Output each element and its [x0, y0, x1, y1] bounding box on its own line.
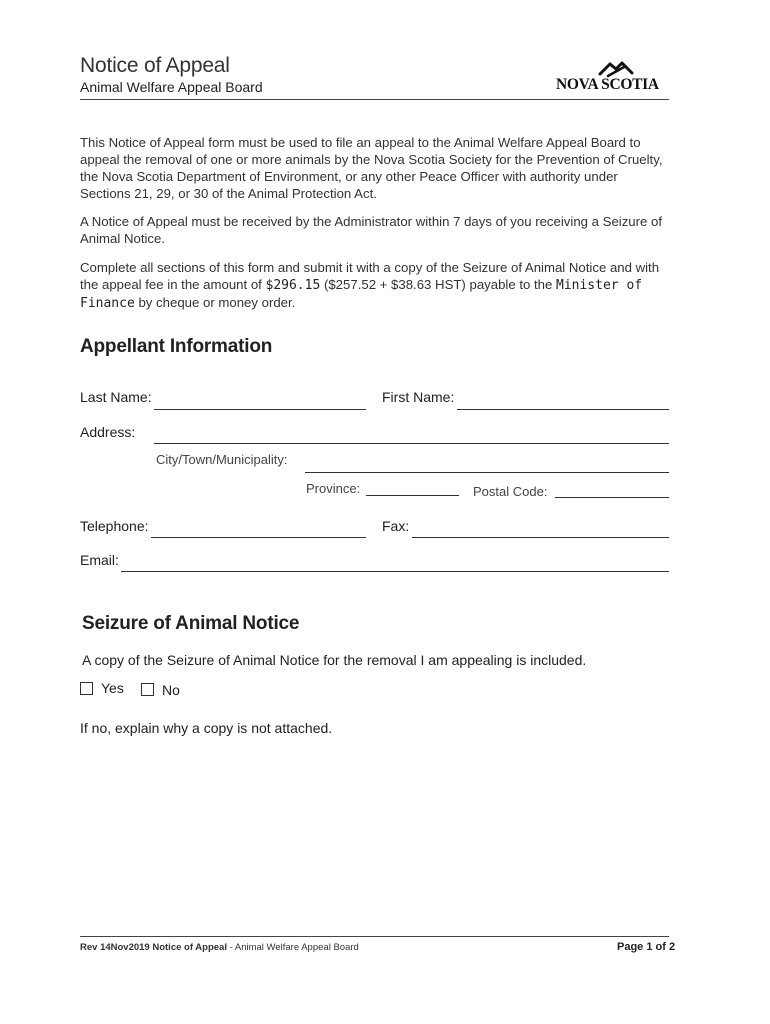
payee-name: Minister of Finance	[80, 278, 643, 311]
postal-code-field[interactable]	[555, 479, 669, 498]
footer-divider	[80, 936, 669, 937]
email-field[interactable]	[121, 553, 669, 572]
fax-label: Fax:	[382, 518, 410, 534]
telephone-label: Telephone:	[80, 518, 149, 534]
province-label: Province:	[306, 481, 361, 496]
telephone-field[interactable]	[151, 519, 366, 538]
postal-code-label: Postal Code:	[473, 484, 548, 499]
intro-paragraph-2: A Notice of Appeal must be received by the Administrator within 7 days of you receiving a Seizure of Animal Notice.	[80, 214, 663, 246]
nova-scotia-logo	[556, 60, 670, 96]
footer-rev: Rev 14Nov2019 Notice of Appeal	[80, 942, 227, 953]
page-subtitle: Animal Welfare Appeal Board	[80, 79, 263, 95]
appeal-fee-amount: $296.15	[265, 278, 321, 293]
page-title: Notice of Appeal	[80, 54, 230, 77]
address-label: Address:	[80, 424, 136, 440]
intro-paragraph-1: This Notice of Appeal form must be used to file an appeal to the Animal Welfare Appeal Board to appeal the removal of one or more animals by the Nova Scotia Society for the Prevention of Cruelty, the Nova Scotia Department of Environment, or any other Peace Officer with authority under Sections 21, 29, or 30 of the Animal Protection Act.	[80, 135, 663, 201]
logo-text: NOVA SCOTIA	[556, 76, 659, 93]
seizure-statement: A copy of the Seizure of Animal Notice for the removal I am appealing is included.	[82, 652, 587, 668]
seizure-heading: Seizure of Animal Notice	[82, 613, 300, 634]
city-field[interactable]	[305, 454, 669, 473]
last-name-label: Last Name:	[80, 389, 152, 405]
header-divider	[80, 99, 669, 100]
last-name-field[interactable]	[154, 391, 366, 410]
intro-p3-mid: ($257.52 + $38.63 HST) payable to the	[320, 277, 556, 292]
explain-label: If no, explain why a copy is not attached.	[80, 720, 333, 736]
footer-revision	[80, 942, 359, 953]
first-name-field[interactable]	[457, 391, 669, 410]
page-number: Page 1 of 2	[617, 941, 676, 953]
fax-field[interactable]	[412, 519, 669, 538]
no-label: No	[162, 682, 180, 698]
first-name-label: First Name:	[382, 389, 455, 405]
yes-checkbox[interactable]	[80, 682, 93, 695]
city-label: City/Town/Municipality:	[156, 452, 288, 467]
explain-field[interactable]	[80, 742, 673, 926]
yes-label: Yes	[101, 680, 124, 696]
address-field[interactable]	[154, 425, 669, 444]
intro-paragraph-3	[80, 259, 670, 312]
intro-p3-start: Complete all sections of this form and submit it with a copy of the Seizure of Animal Notice and with the appeal fee in the amount of	[80, 260, 660, 292]
province-field[interactable]	[366, 477, 459, 496]
email-label: Email:	[80, 552, 119, 568]
no-checkbox[interactable]	[141, 683, 154, 696]
intro-p3-end: by cheque or money order.	[134, 295, 296, 310]
appellant-heading: Appellant Information	[80, 336, 273, 357]
footer-board: - Animal Welfare Appeal Board	[226, 942, 359, 953]
